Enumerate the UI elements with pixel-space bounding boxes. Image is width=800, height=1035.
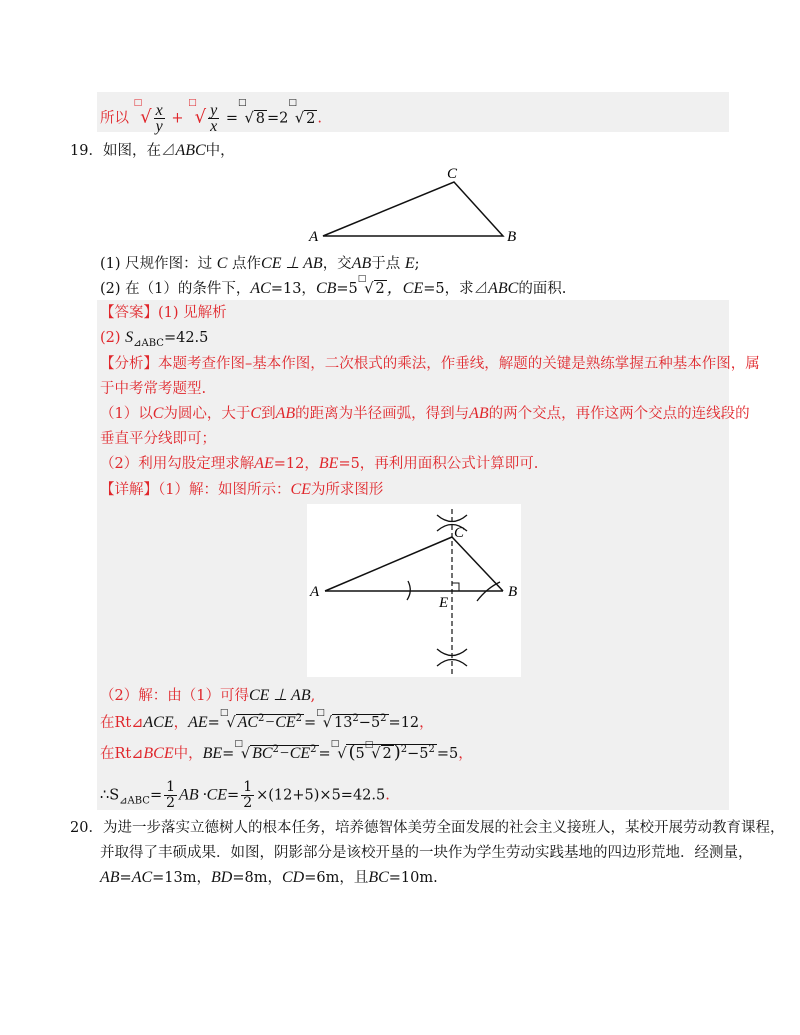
detail-tag: 【详解】 [100, 482, 158, 498]
label-b: B [507, 229, 517, 245]
analysis-line-2: 于中考常考题型. [100, 381, 207, 397]
solution-line-3: 在Rt⊿BCE中，BE=□√ $BC^2-CE^2 =^□√$ (5□√ 2 )$^2-5^2 =5$， [100, 739, 473, 763]
q20-line-1: 20．为进一步落实立德树人的根本任务，培养德智体美劳全面发展的社会主义接班人，某校开展劳动教育课程， [70, 820, 785, 836]
detail-line: 【详解】（1）解：如图所示：CE为所求图形 [100, 481, 384, 498]
q19-triangle-figure [305, 165, 525, 245]
q19-part2: (2) 在（1）的条件下，AC=13，CB=5□√ 2 ，CE=5，求⊿ABC的面积. [100, 274, 567, 297]
fig2-label-e: E [439, 595, 449, 611]
right-angle-mark [452, 583, 459, 591]
solution-line-1: （2）解：由（1）可得CE ⊥ AB, [100, 687, 316, 704]
q20-line-2: 并取得了丰硕成果．如图，阴影部分是该校开垦的一块作为学生劳动实践基地的四边形荒地．经测量， [100, 845, 753, 861]
q19-intro: 19．如图，在⊿ABC中， [70, 142, 235, 159]
label-c: C [447, 166, 458, 182]
segment-cb [452, 537, 503, 591]
top-result-line: 所以 □√ $\frac{x}{y}$ + □√ $\frac{y}{x}$ =□√ 8 =2□√ 2 . [100, 98, 322, 135]
segment-ac [325, 537, 452, 591]
fig2-label-a: A [310, 584, 320, 600]
q19-number: 19． [70, 143, 103, 159]
q20-number: 20． [70, 820, 103, 836]
analysis-tag: 【分析】 [100, 356, 158, 372]
q20-line-3: AB=AC=13m，BD=8m，CD=6m，且BC=10m. [100, 869, 438, 886]
analysis-line-1: 【分析】本题考查作图–基本作图，二次根式的乘法，作垂线，解题的关键是熟练掌握五种基本作图，属 [100, 356, 760, 372]
answer-tag: 【答案】 [100, 305, 158, 321]
answer-line-2: (2) $S_{⊿ABC}=42.5$ [100, 329, 209, 349]
answer-line-1: 【答案】(1) 见解析 [100, 305, 227, 321]
solution-line-2: 在Rt⊿ACE，AE=□√ $AC^2-CE^2 =^□√$ $13^2-5^2 =12$， [100, 708, 434, 731]
analysis-step1: （1）以C为圆心，大于C到AB的距离为半径画弧，得到与AB的两个交点，再作这两个交点的连线段的 [100, 405, 750, 422]
solution-line-4: $\therefore S_{⊿ABC}=$ $\frac{1}{2}$ AB ·CE= $\frac{1}{2}$ ×(12+5)×5=42.5. [100, 779, 390, 811]
fig2-label-c: C [454, 525, 465, 541]
label-a: A [309, 229, 319, 245]
construction-figure [307, 504, 521, 677]
triangle-abc [323, 182, 503, 236]
fig2-label-b: B [508, 584, 518, 600]
analysis-step1-cont: 垂直平分线即可； [100, 431, 216, 447]
analysis-step2: （2）利用勾股定理求解AE=12，BE=5，再利用面积公式计算即可. [100, 455, 539, 472]
q19-part1: (1) 尺规作图：过 C 点作CE ⊥ AB，交AB于点 E; [100, 255, 420, 272]
